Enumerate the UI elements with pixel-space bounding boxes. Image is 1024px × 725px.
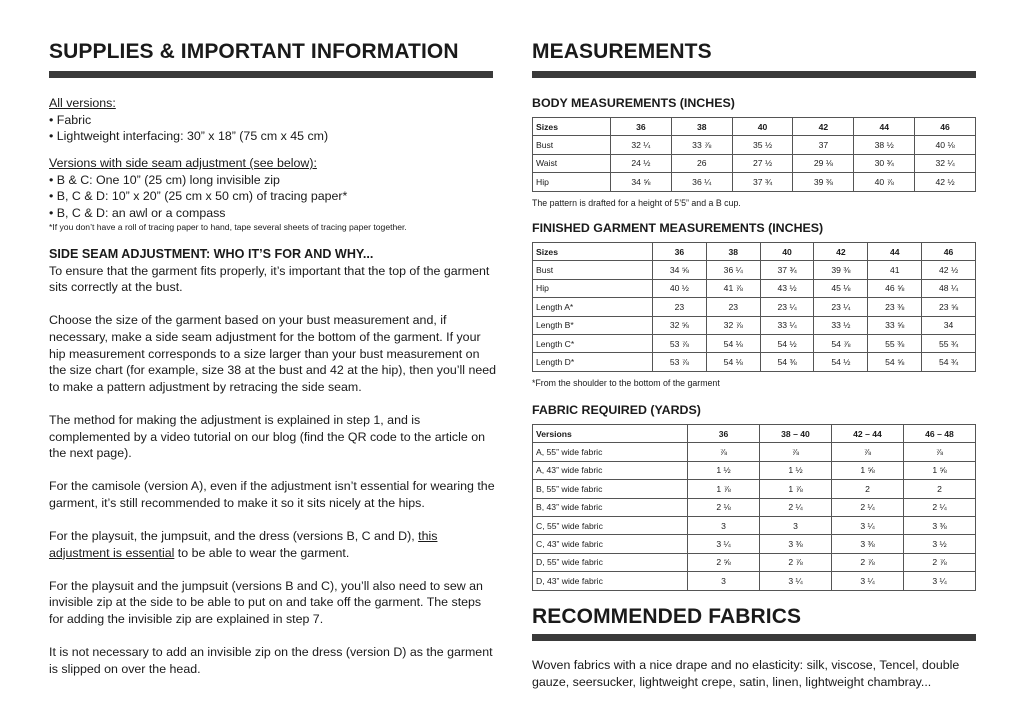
table-cell: ⅞ bbox=[760, 443, 832, 461]
table-cell: 42 ½ bbox=[922, 261, 976, 279]
table-cell: 38 ½ bbox=[854, 136, 915, 154]
row-label-cell: A, 43” wide fabric bbox=[533, 461, 688, 479]
table-header-cell: 42 – 44 bbox=[832, 425, 904, 443]
table-row bbox=[533, 535, 976, 553]
tracing-paper-footnote: *If you don’t have a roll of tracing paper to hand, tape several sheets of tracing paper together. bbox=[49, 222, 407, 233]
table-cell: 33 ¼ bbox=[760, 316, 814, 334]
table-cell: 3 ¼ bbox=[760, 572, 832, 590]
side-seam-section bbox=[49, 246, 497, 677]
row-label-cell: C, 55” wide fabric bbox=[533, 516, 688, 534]
table-row bbox=[533, 480, 976, 498]
supply-item: • B, C & D: an awl or a compass bbox=[49, 205, 226, 220]
table-cell: 54 ½ bbox=[814, 353, 868, 371]
table-row bbox=[533, 298, 976, 316]
table-row bbox=[533, 553, 976, 571]
essential-emphasis: this adjustment is essential bbox=[49, 529, 438, 560]
table-cell: 3 bbox=[760, 516, 832, 534]
table-header-cell: 40 bbox=[732, 118, 793, 136]
table-cell: 23 bbox=[706, 298, 760, 316]
table-cell: 23 ⅝ bbox=[922, 298, 976, 316]
table-header-cell: 42 bbox=[814, 243, 868, 261]
recommended-fabrics-text: Woven fabrics with a nice drape and no elasticity: silk, viscose, Tencel, double gauze, seersucker, lightweight crepe, satin, linen, lightweight chambray... bbox=[532, 658, 960, 689]
table-cell: 54 ⅛ bbox=[706, 334, 760, 352]
table-header-cell: 36 bbox=[653, 243, 707, 261]
table-cell: 2 ¼ bbox=[904, 498, 976, 516]
supply-item: • Lightweight interfacing: 30” x 18” (75 cm x 45 cm) bbox=[49, 129, 329, 144]
table-cell: 36 ¼ bbox=[671, 173, 732, 191]
paragraph: For the playsuit and the jumpsuit (versions B and C), you’ll also need to sew an invisible zip at the side to be able to put on and take off the garment. The steps for adding the invisible zip are explained in step 7. bbox=[49, 578, 483, 627]
row-label-cell: Hip bbox=[533, 173, 611, 191]
table-cell: 26 bbox=[671, 154, 732, 172]
table-cell: 36 ¼ bbox=[706, 261, 760, 279]
table-row bbox=[533, 279, 976, 297]
table-cell: 1 ⅞ bbox=[760, 480, 832, 498]
table-header-cell: 44 bbox=[854, 118, 915, 136]
row-label-cell: B, 43” wide fabric bbox=[533, 498, 688, 516]
table-cell: 3 bbox=[688, 572, 760, 590]
table-cell: 3 ¼ bbox=[688, 535, 760, 553]
table-cell: 40 ⅛ bbox=[915, 136, 976, 154]
body-measurements-heading: BODY MEASUREMENTS (INCHES) bbox=[532, 96, 735, 110]
row-label-cell: Bust bbox=[533, 136, 611, 154]
paragraph-text: to be able to wear the garment. bbox=[174, 545, 350, 560]
table-cell: 2 ⅞ bbox=[760, 553, 832, 571]
table-cell: 33 ⅝ bbox=[868, 316, 922, 334]
table-header-cell: Versions bbox=[533, 425, 688, 443]
table-cell: 33 ⅞ bbox=[671, 136, 732, 154]
recommended-fabrics-title: RECOMMENDED FABRICS bbox=[532, 605, 802, 628]
measurements-title-rule bbox=[532, 71, 976, 78]
table-cell: 55 ⅜ bbox=[868, 334, 922, 352]
row-label-cell: D, 43” wide fabric bbox=[533, 572, 688, 590]
table-cell: 3 ¼ bbox=[904, 572, 976, 590]
table-cell: 43 ½ bbox=[760, 279, 814, 297]
table-header-cell: 44 bbox=[868, 243, 922, 261]
table-cell: 23 ⅜ bbox=[868, 298, 922, 316]
table-cell: 32 ⅞ bbox=[706, 316, 760, 334]
table-header-row bbox=[533, 425, 976, 443]
table-row bbox=[533, 498, 976, 516]
row-label-cell: Bust bbox=[533, 261, 653, 279]
table-row bbox=[533, 516, 976, 534]
row-label-cell: Length D* bbox=[533, 353, 653, 371]
table-cell: 54 ⅞ bbox=[814, 334, 868, 352]
table-cell: 3 bbox=[688, 516, 760, 534]
row-label-cell: D, 55” wide fabric bbox=[533, 553, 688, 571]
paragraph: Choose the size of the garment based on your bust measurement and, if necessary, make a side seam adjustment for the bottom of the garment. If your hip measurement corresponds to a size larger than your bust measurement on the size chart (for example, size 38 at the bust and 42 at the hip), then you’ll need to make a pattern adjustment by retracing the side seam. bbox=[49, 313, 497, 394]
table-cell: 2 ⅞ bbox=[904, 553, 976, 571]
table-cell: 54 ¾ bbox=[922, 353, 976, 371]
table-cell: 1 ½ bbox=[688, 461, 760, 479]
table-cell: ⅞ bbox=[904, 443, 976, 461]
table-header-cell: 42 bbox=[793, 118, 854, 136]
table-cell: 23 ¼ bbox=[760, 298, 814, 316]
table-cell: 1 ⅝ bbox=[904, 461, 976, 479]
table-cell: 2 ⅛ bbox=[688, 498, 760, 516]
table-row bbox=[533, 154, 976, 172]
row-label-cell: A, 55” wide fabric bbox=[533, 443, 688, 461]
paragraph-text: For the playsuit, the jumpsuit, and the dress (versions B, C and D), bbox=[49, 529, 419, 544]
supply-item: • Fabric bbox=[49, 112, 92, 127]
table-cell: 2 ⅝ bbox=[688, 553, 760, 571]
table-cell: 48 ¼ bbox=[922, 279, 976, 297]
measurements-title: MEASUREMENTS bbox=[532, 40, 712, 63]
table-cell: 41 ⅞ bbox=[706, 279, 760, 297]
table-header-cell: 46 – 48 bbox=[904, 425, 976, 443]
table-cell: 29 ⅛ bbox=[793, 154, 854, 172]
table-cell: 2 ¼ bbox=[760, 498, 832, 516]
supplies-list bbox=[49, 95, 497, 145]
table-cell: 33 ½ bbox=[814, 316, 868, 334]
table-cell: 34 ⅝ bbox=[611, 173, 672, 191]
table-cell: 32 ⅝ bbox=[653, 316, 707, 334]
table-cell: ⅞ bbox=[688, 443, 760, 461]
body-measurements-table bbox=[532, 117, 976, 192]
table-cell: 40 ⅞ bbox=[854, 173, 915, 191]
table-cell: 1 ⅞ bbox=[688, 480, 760, 498]
table-cell: 3 ½ bbox=[904, 535, 976, 553]
row-label-cell: Length B* bbox=[533, 316, 653, 334]
supplies-title: SUPPLIES & IMPORTANT INFORMATION bbox=[49, 40, 459, 63]
table-cell: 23 bbox=[653, 298, 707, 316]
paragraph bbox=[49, 528, 497, 561]
table-cell: 53 ⅞ bbox=[653, 334, 707, 352]
table-row bbox=[533, 443, 976, 461]
supply-item: • B, C & D: 10” x 20” (25 cm x 50 cm) of tracing paper* bbox=[49, 189, 348, 204]
table-cell: 53 ⅞ bbox=[653, 353, 707, 371]
table-row bbox=[533, 353, 976, 371]
table-header-cell: Sizes bbox=[533, 118, 611, 136]
table-cell: 32 ¼ bbox=[611, 136, 672, 154]
table-cell: 2 ⅞ bbox=[832, 553, 904, 571]
row-label-cell: Waist bbox=[533, 154, 611, 172]
table-cell: 45 ⅛ bbox=[814, 279, 868, 297]
table-row bbox=[533, 572, 976, 590]
table-header-cell: 38 bbox=[671, 118, 732, 136]
table-cell: 46 ⅝ bbox=[868, 279, 922, 297]
table-cell: 3 ¼ bbox=[832, 572, 904, 590]
table-cell: 54 ½ bbox=[760, 334, 814, 352]
table-cell: 41 bbox=[868, 261, 922, 279]
table-header-cell: 46 bbox=[922, 243, 976, 261]
row-label-cell: Hip bbox=[533, 279, 653, 297]
side-seam-label: Versions with side seam adjustment (see below): bbox=[49, 156, 317, 170]
table-cell: 39 ⅜ bbox=[814, 261, 868, 279]
table-row bbox=[533, 136, 976, 154]
table-cell: 24 ½ bbox=[611, 154, 672, 172]
finished-measurements-heading: FINISHED GARMENT MEASUREMENTS (INCHES) bbox=[532, 221, 824, 235]
table-cell: 30 ¾ bbox=[854, 154, 915, 172]
table-row bbox=[533, 334, 976, 352]
row-label-cell: Length A* bbox=[533, 298, 653, 316]
table-cell: 1 ½ bbox=[760, 461, 832, 479]
table-cell: 35 ½ bbox=[732, 136, 793, 154]
table-cell: 2 ¼ bbox=[832, 498, 904, 516]
table-cell: 27 ½ bbox=[732, 154, 793, 172]
table-cell: 42 ½ bbox=[915, 173, 976, 191]
table-row bbox=[533, 316, 976, 334]
paragraph: The method for making the adjustment is explained in step 1, and is complemented by a video tutorial on our blog (find the QR code to the article on the next page). bbox=[49, 412, 485, 461]
all-versions-label: All versions: bbox=[49, 96, 116, 110]
table-cell: 54 ⅛ bbox=[706, 353, 760, 371]
row-label-cell: Length C* bbox=[533, 334, 653, 352]
fabric-required-table bbox=[532, 424, 976, 591]
side-seam-heading: SIDE SEAM ADJUSTMENT: WHO IT’S FOR AND WHY... bbox=[49, 247, 374, 261]
recommended-fabrics-rule bbox=[532, 634, 976, 641]
paragraph: It is not necessary to add an invisible zip on the dress (version D) as the garment is slipped on over the head. bbox=[49, 645, 493, 676]
table-header-row bbox=[533, 118, 976, 136]
table-cell: 54 ⅜ bbox=[760, 353, 814, 371]
table-header-cell: 46 bbox=[915, 118, 976, 136]
table-cell: 3 ⅜ bbox=[904, 516, 976, 534]
table-cell: 37 ¾ bbox=[732, 173, 793, 191]
table-cell: 37 bbox=[793, 136, 854, 154]
fabric-required-heading: FABRIC REQUIRED (YARDS) bbox=[532, 403, 701, 417]
table-row bbox=[533, 461, 976, 479]
table-cell: 3 ¼ bbox=[832, 516, 904, 534]
side-seam-supplies bbox=[49, 155, 497, 233]
table-cell: 37 ¾ bbox=[760, 261, 814, 279]
table-header-cell: Sizes bbox=[533, 243, 653, 261]
table-header-cell: 38 – 40 bbox=[760, 425, 832, 443]
table-cell: 55 ¾ bbox=[922, 334, 976, 352]
table-cell: 3 ⅜ bbox=[760, 535, 832, 553]
finished-measurements-table bbox=[532, 242, 976, 372]
table-row bbox=[533, 173, 976, 191]
table-cell: 40 ½ bbox=[653, 279, 707, 297]
table-cell: 1 ⅝ bbox=[832, 461, 904, 479]
table-cell: 34 bbox=[922, 316, 976, 334]
supply-item: • B & C: One 10” (25 cm) long invisible zip bbox=[49, 172, 280, 187]
table-cell: 23 ¼ bbox=[814, 298, 868, 316]
table-cell: 3 ⅜ bbox=[832, 535, 904, 553]
table-header-cell: 40 bbox=[760, 243, 814, 261]
table-cell: 54 ⅝ bbox=[868, 353, 922, 371]
paragraph: To ensure that the garment fits properly, it’s important that the top of the garment sits correctly at the bust. bbox=[49, 263, 490, 295]
table-header-cell: 36 bbox=[688, 425, 760, 443]
table-cell: ⅞ bbox=[832, 443, 904, 461]
table-cell: 2 bbox=[832, 480, 904, 498]
table-header-row bbox=[533, 243, 976, 261]
table-header-cell: 38 bbox=[706, 243, 760, 261]
paragraph: For the camisole (version A), even if the adjustment isn’t essential for wearing the garment, it’s still recommended to make it so it sits nicely at the hips. bbox=[49, 479, 495, 510]
row-label-cell: B, 55” wide fabric bbox=[533, 480, 688, 498]
table-cell: 39 ⅜ bbox=[793, 173, 854, 191]
table-row bbox=[533, 261, 976, 279]
row-label-cell: C, 43” wide fabric bbox=[533, 535, 688, 553]
supplies-title-rule bbox=[49, 71, 493, 78]
table-cell: 32 ¼ bbox=[915, 154, 976, 172]
table-cell: 34 ⅝ bbox=[653, 261, 707, 279]
table-header-cell: 36 bbox=[611, 118, 672, 136]
finished-measurements-note: *From the shoulder to the bottom of the garment bbox=[532, 378, 720, 388]
table-cell: 2 bbox=[904, 480, 976, 498]
body-measurements-note: The pattern is drafted for a height of 5’5” and a B cup. bbox=[532, 198, 741, 208]
